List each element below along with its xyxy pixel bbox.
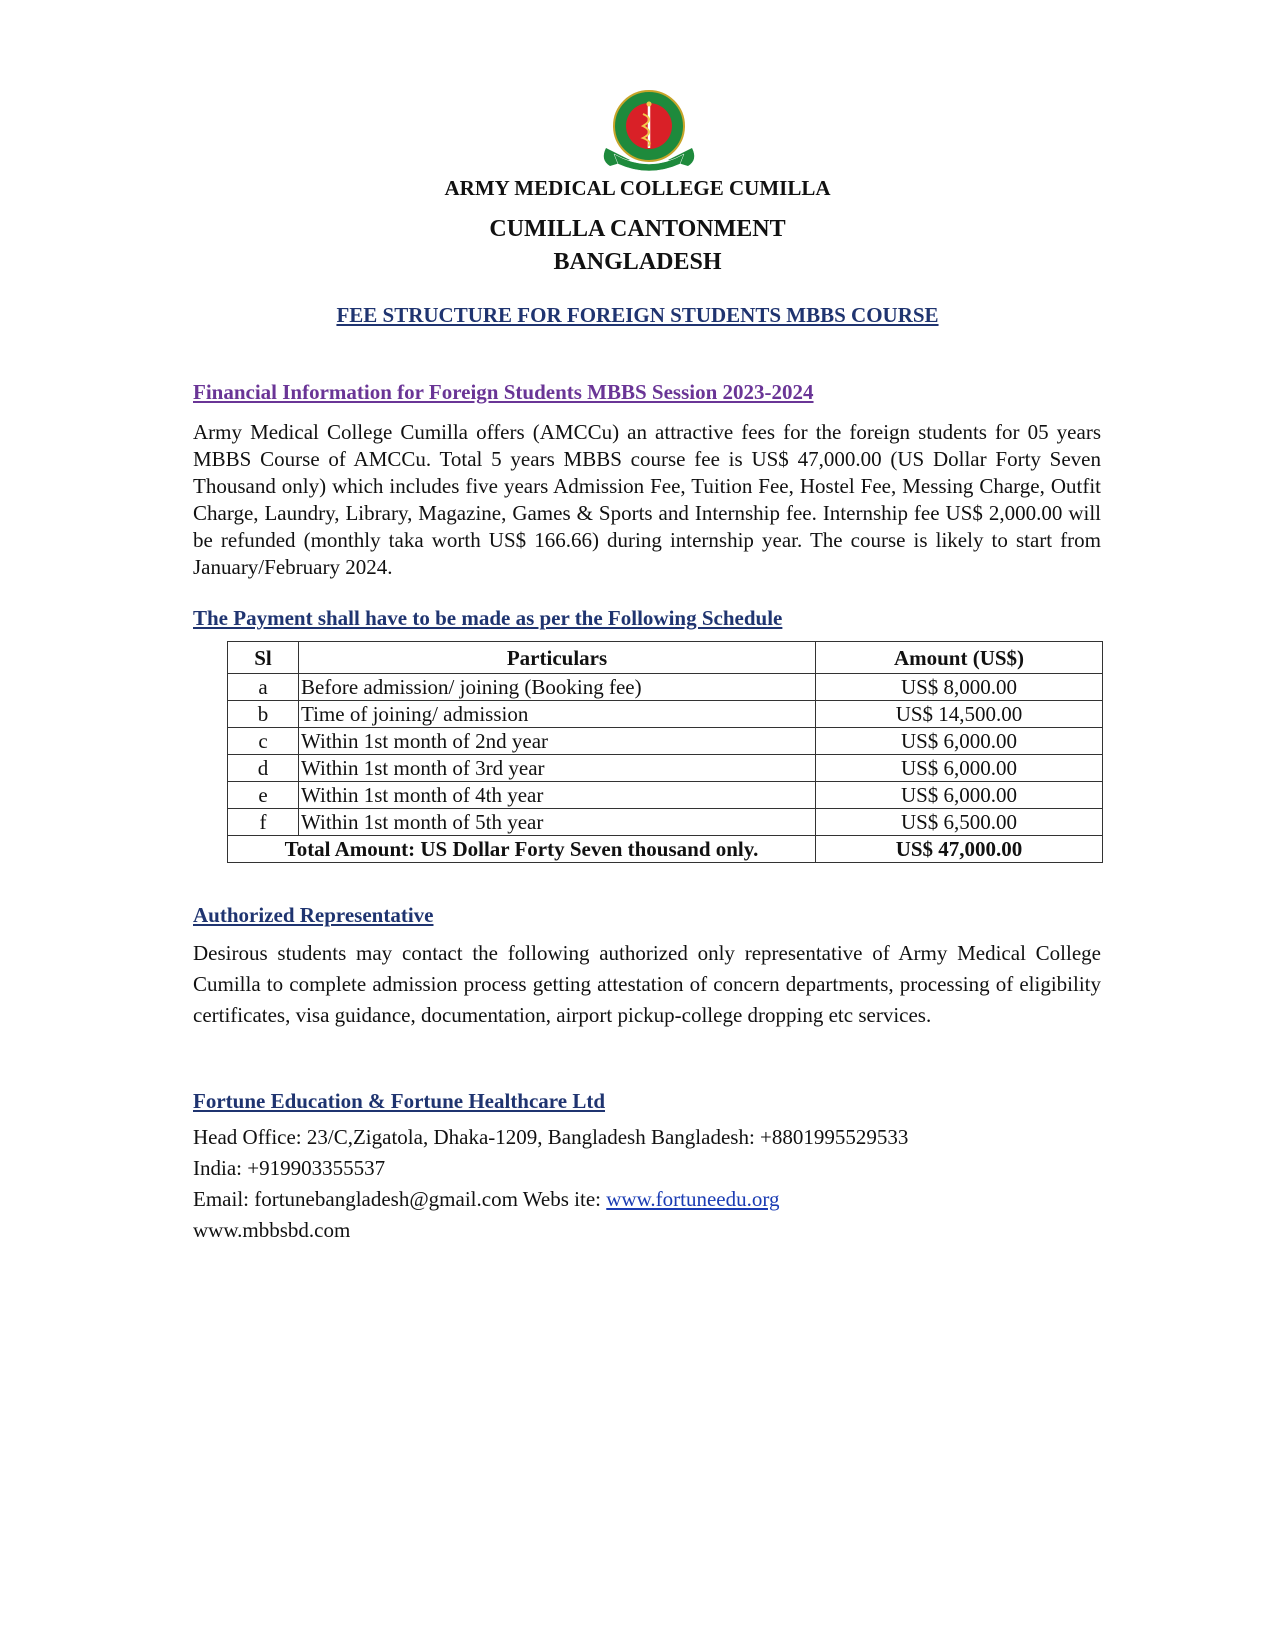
college-country: BANGLADESH	[553, 249, 722, 275]
row-amount: US$ 8,000.00	[816, 674, 1103, 701]
financial-info-heading: Financial Information for Foreign Students MBBS Session 2023-2024	[193, 380, 814, 404]
table-row	[228, 755, 1103, 782]
row-particulars: Before admission/ joining (Booking fee)	[299, 674, 816, 701]
row-particulars: Within 1st month of 3rd year	[299, 755, 816, 782]
table-row	[228, 728, 1103, 755]
college-name: ARMY MEDICAL COLLEGE CUMILLA	[444, 176, 831, 200]
total-label: Total Amount: US Dollar Forty Seven thousand only.	[228, 836, 816, 863]
row-particulars: Time of joining/ admission	[299, 701, 816, 728]
row-particulars: Within 1st month of 5th year	[299, 809, 816, 836]
payment-schedule-table	[227, 641, 1103, 863]
contact-block	[193, 1122, 1101, 1246]
column-header-amount: Amount (US$)	[816, 642, 1103, 674]
table-header-row	[228, 642, 1103, 674]
table-row	[228, 782, 1103, 809]
row-amount: US$ 6,500.00	[816, 809, 1103, 836]
row-sl: b	[228, 701, 299, 728]
table-row	[228, 674, 1103, 701]
financial-info-paragraph: Army Medical College Cumilla offers (AMCCu) an attractive fees for the foreign students for 05 years MBBS Course of AMCCu. Total 5 years MBBS course fee is US$ 47,000.00 (US Dollar Forty Seven Thousand only) which includes five years Admission Fee, Tuition Fee, Hostel Fee, Messing Charge, Outfit Charge, Laundry, Library, Magazine, Games & Sports and Internship fee. Internship fee US$ 2,000.00 will be refunded (monthly taka worth US$ 166.66) during internship year. The course is likely to start from January/February 2024.	[193, 420, 1101, 579]
row-amount: US$ 14,500.00	[816, 701, 1103, 728]
row-amount: US$ 6,000.00	[816, 782, 1103, 809]
authorized-representative-heading: Authorized Representative	[193, 903, 434, 927]
row-sl: e	[228, 782, 299, 809]
authorized-representative-paragraph: Desirous students may contact the following authorized only representative of Army Medical College Cumilla to complete admission process getting attestation of concern departments, processing of eligibility certificates, visa guidance, documentation, airport pickup-college dropping etc services.	[193, 941, 1101, 1027]
row-sl: f	[228, 809, 299, 836]
email-text: Email: fortunebangladesh@gmail.com Webs ite:	[193, 1187, 607, 1211]
payment-schedule-heading: The Payment shall have to be made as per the Following Schedule	[193, 606, 783, 630]
column-header-particulars: Particulars	[299, 642, 816, 674]
row-sl: c	[228, 728, 299, 755]
website-link[interactable]: www.fortuneedu.org	[606, 1187, 780, 1211]
secondary-website: www.mbbsbd.com	[193, 1218, 351, 1242]
table-row	[228, 809, 1103, 836]
india-phone-line: India: +919903355537	[193, 1156, 386, 1180]
table-total-row	[228, 836, 1103, 863]
column-header-sl: Sl	[228, 642, 299, 674]
row-sl: d	[228, 755, 299, 782]
row-amount: US$ 6,000.00	[816, 755, 1103, 782]
email-website-line	[193, 1184, 1101, 1215]
row-amount: US$ 6,000.00	[816, 728, 1103, 755]
row-particulars: Within 1st month of 2nd year	[299, 728, 816, 755]
total-amount: US$ 47,000.00	[816, 836, 1103, 863]
head-office-line: Head Office: 23/C,Zigatola, Dhaka-1209, Bangladesh Bangladesh: +8801995529533	[193, 1125, 909, 1149]
army-medical-college-emblem-icon	[600, 86, 698, 172]
college-location: CUMILLA CANTONMENT	[489, 216, 786, 242]
row-sl: a	[228, 674, 299, 701]
fee-structure-title: FEE STRUCTURE FOR FOREIGN STUDENTS MBBS COURSE	[336, 303, 939, 327]
fortune-education-heading: Fortune Education & Fortune Healthcare Ltd	[193, 1089, 606, 1113]
row-particulars: Within 1st month of 4th year	[299, 782, 816, 809]
table-row	[228, 701, 1103, 728]
